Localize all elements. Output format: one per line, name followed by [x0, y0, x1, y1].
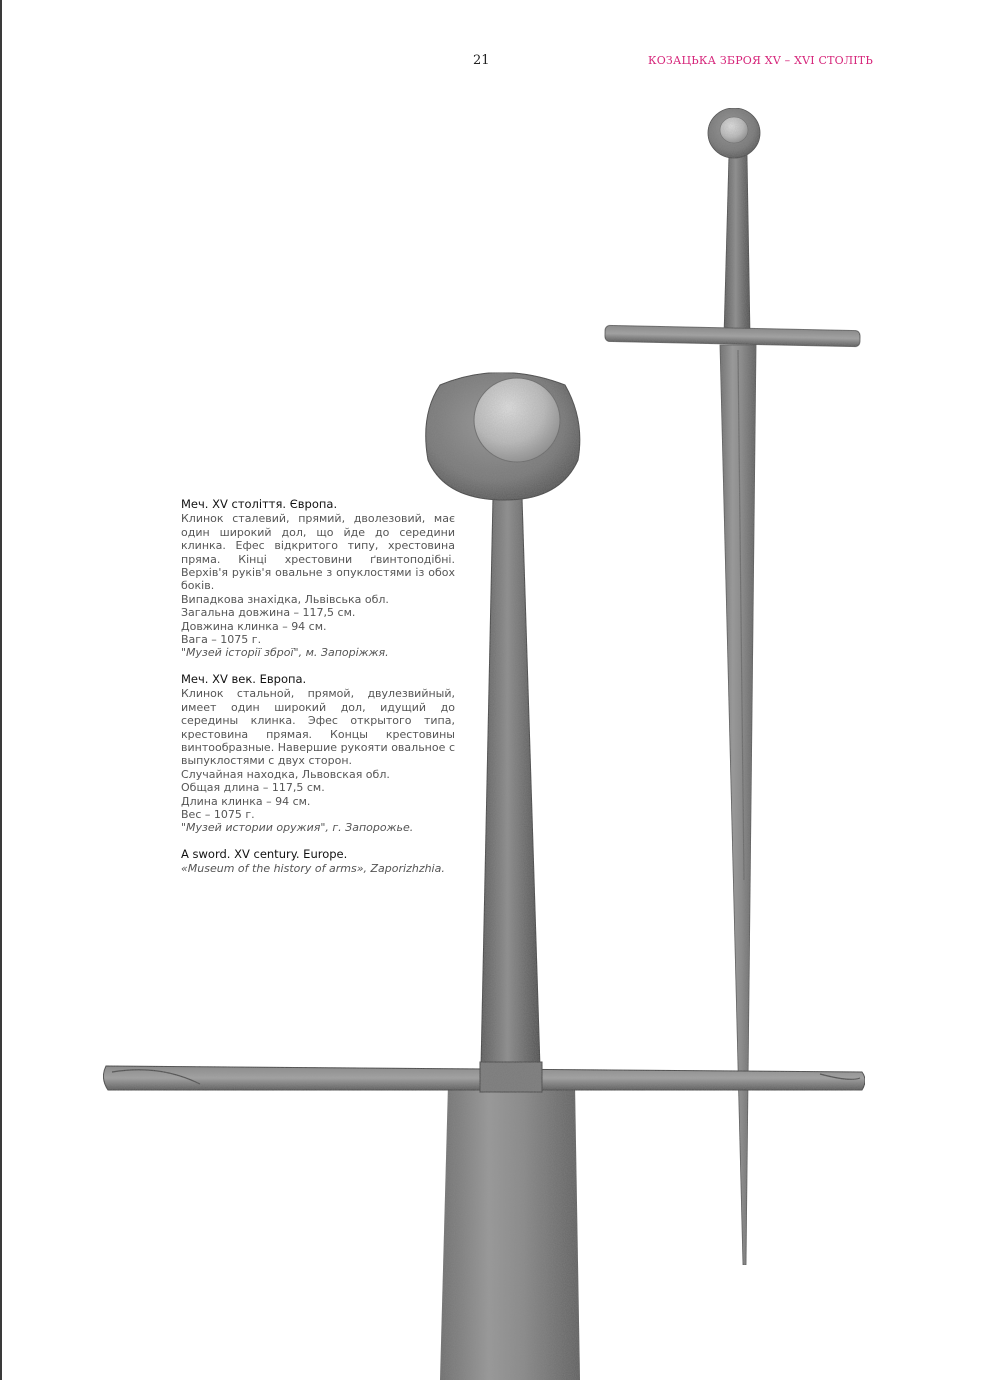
caption-museum-en: «Museum of the history of arms», Zaporizhzhia. [181, 862, 445, 876]
caption-weight-ru: Вес – 1075 г. [181, 807, 255, 821]
caption-blade-length-ru: Длина клинка – 94 см. [181, 794, 311, 808]
caption-title-uk: Меч. XV століття. Європа. [181, 497, 338, 511]
caption-title-en: A sword. XV century. Europe. [181, 846, 348, 861]
caption-english [181, 848, 455, 876]
caption-total-length-ru: Общая длина – 117,5 см. [181, 781, 325, 795]
caption-find-uk: Випадкова знахідка, Львівська обл. [181, 592, 389, 606]
caption-total-length-uk: Загальна довжина – 117,5 см. [181, 606, 356, 620]
caption-blade-length-uk: Довжина клинка – 94 см. [181, 619, 327, 633]
caption-title-ru: Меч. XV век. Европа. [181, 671, 307, 686]
caption-russian [181, 673, 455, 835]
small-sword-blade [720, 345, 756, 1265]
caption-museum-ru: "Музей истории оружия", г. Запорожье. [181, 821, 414, 835]
small-sword [605, 108, 860, 1265]
running-title: КОЗАЦЬКА ЗБРОЯ XV – XVI СТОЛІТЬ [648, 54, 873, 67]
page-number: 21 [473, 53, 490, 68]
small-sword-guard [605, 325, 860, 346]
small-sword-grip [724, 155, 750, 335]
caption-description-uk: Клинок сталевий, прямий, дволезовий, має один широкий дол, що йде до середини клинка. Ефес відкритого типу, хрестовина пряма. Кінці хрестовини ґвинтоподібні. Верхів'я руків'я овальне з опуклостями із обох боків. [181, 512, 455, 593]
caption-weight-uk: Вага – 1075 г. [181, 633, 262, 647]
caption-ukrainian [181, 498, 455, 660]
figure-caption [181, 498, 455, 889]
large-sword-blade [440, 1085, 580, 1380]
caption-find-ru: Случайная находка, Львовская обл. [181, 767, 390, 781]
caption-description-ru: Клинок стальной, прямой, двулезвийный, имеет один широкий дол, идущий до середины клинка. Эфес открытого типа, крестовина прямая. Концы крестовины винтообразные. Навершие рукояти овальное с выпуклостями с двух сторон. [181, 687, 455, 768]
large-sword-grip [481, 498, 540, 1068]
caption-museum-uk: "Музей історії зброї", м. Запоріжжя. [181, 646, 389, 660]
